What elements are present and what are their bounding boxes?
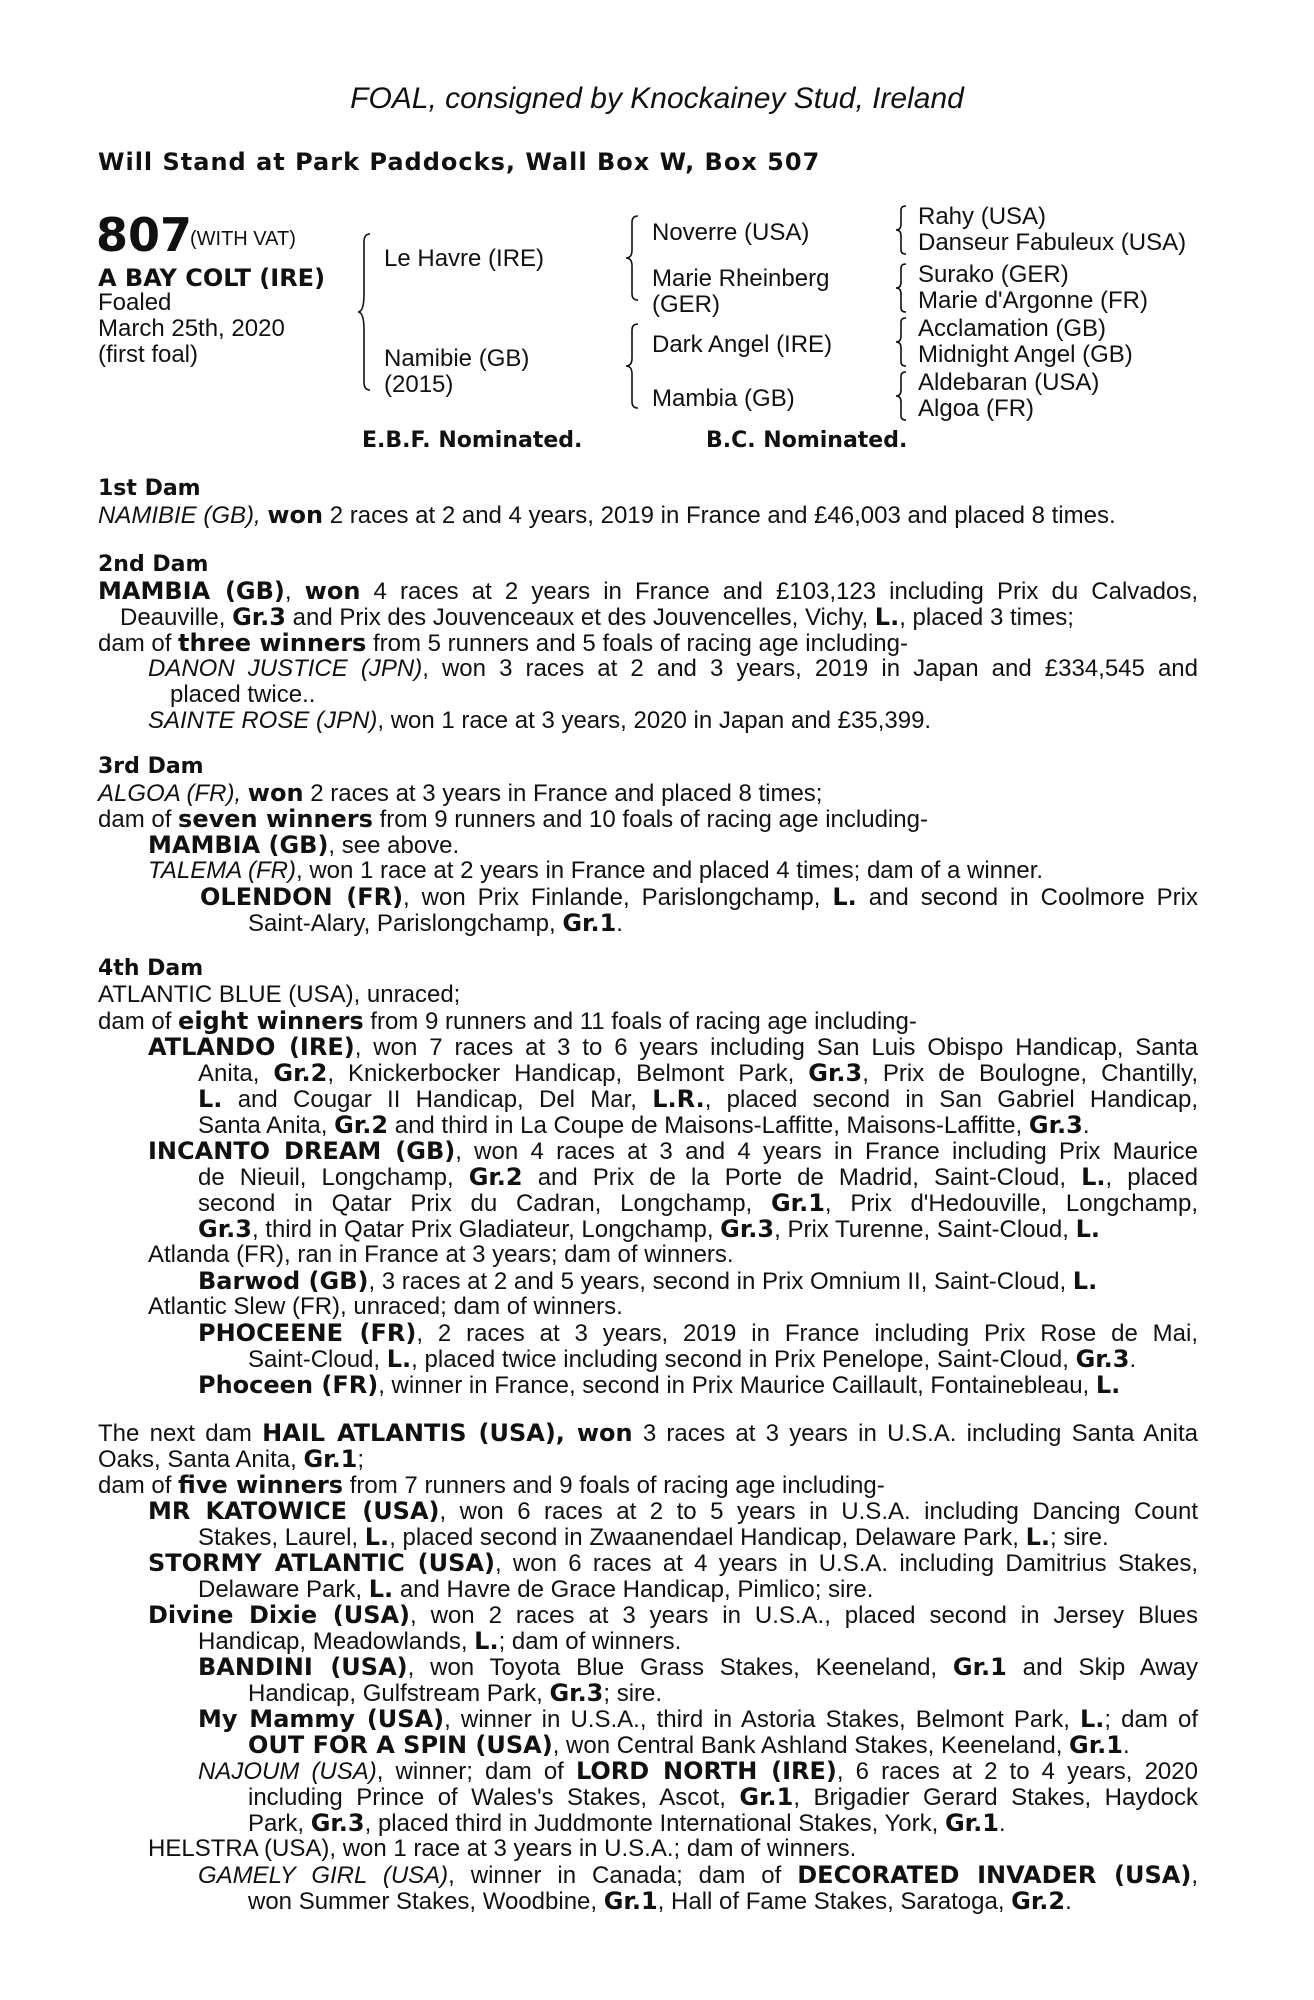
text: , Prix d'Hedouville, Longchamp, bbox=[824, 1190, 1198, 1217]
text: 3 races at 3 years in U.S.A. including Santa Anita bbox=[632, 1420, 1198, 1447]
dam-sire: Dark Angel (IRE) bbox=[652, 331, 833, 358]
second-dam-line-3 bbox=[98, 630, 1198, 657]
location-line: Will Stand at Park Paddocks, Wall Box W, Box 507 bbox=[98, 148, 821, 176]
text: , bbox=[284, 578, 305, 605]
bc-nominated: B.C. Nominated. bbox=[706, 428, 908, 453]
text: , placed bbox=[1105, 1164, 1199, 1191]
next-dam-line-5 bbox=[198, 1524, 1198, 1551]
text: , 3 races at 2 and 5 years, second in Prix Omnium II, Saint-Cloud, bbox=[368, 1268, 1073, 1295]
grade: Gr.1 bbox=[562, 909, 617, 937]
text: , won 7 races at 3 to 6 years including San Luis Obispo Handicap, Santa bbox=[354, 1034, 1198, 1061]
grade: Gr.1 bbox=[952, 1653, 1007, 1681]
text: . bbox=[616, 910, 623, 937]
text: , won 1 race at 2 years in France and placed 4 times; dam of a winner. bbox=[296, 857, 1044, 884]
next-dam-section bbox=[98, 1420, 1198, 1920]
ancestor-midnight-angel: Midnight Angel (GB) bbox=[918, 341, 1133, 368]
text: ; dam of bbox=[1104, 1706, 1198, 1733]
text: , won 3 races at 2 and 3 years, 2019 in Japan and £334,545 and bbox=[422, 655, 1199, 682]
next-dam-line-15 bbox=[248, 1784, 1198, 1811]
listed: L. bbox=[198, 1085, 223, 1113]
vat-note: (WITH VAT) bbox=[190, 228, 296, 250]
pedigree-bracket-sire bbox=[628, 214, 648, 304]
text: , placed twice including second in Prix Penelope, Saint-Cloud, bbox=[411, 1346, 1076, 1373]
next-dam-line-1 bbox=[98, 1420, 1198, 1447]
listed: L. bbox=[1095, 1371, 1121, 1399]
text: , Hall of Fame Stakes, Saratoga, bbox=[657, 1888, 1012, 1915]
sire-name: Le Havre (IRE) bbox=[384, 245, 545, 272]
listed-restricted: L.R. bbox=[652, 1085, 705, 1113]
text: Delaware Park, bbox=[198, 1576, 369, 1603]
text: Handicap, Meadowlands, bbox=[198, 1628, 475, 1655]
text: The next dam bbox=[98, 1420, 263, 1447]
grade: Gr.3 bbox=[549, 1679, 604, 1707]
text: , won Prix Finlande, Parislongchamp, bbox=[403, 884, 833, 911]
listed: L. bbox=[832, 883, 857, 911]
pedigree-bracket-g1 bbox=[896, 204, 912, 256]
third-dam-line-3 bbox=[148, 832, 1198, 859]
fourth-dam-line-9 bbox=[198, 1190, 1198, 1217]
fourth-dam-line-11: Atlanda (FR), ran in France at 3 years; dam of winners. bbox=[148, 1241, 734, 1268]
next-dam-line-12 bbox=[198, 1706, 1198, 1733]
ancestor-danseur-fabuleux: Danseur Fabuleux (USA) bbox=[918, 229, 1187, 256]
text: . bbox=[998, 1810, 1006, 1837]
next-dam-line-14 bbox=[198, 1758, 1198, 1785]
horse-name: OLENDON (FR) bbox=[200, 883, 404, 911]
text: 2 races at 3 years in France and placed 8 times; bbox=[303, 780, 823, 807]
third-dam-line-6 bbox=[248, 910, 1198, 937]
text: Stakes, Laurel, bbox=[198, 1524, 365, 1551]
text: , won 6 races at 4 years in U.S.A. including Damitrius Stakes, bbox=[494, 1550, 1199, 1577]
next-dam-line-9 bbox=[198, 1628, 1198, 1655]
text: ; sire. bbox=[1049, 1524, 1109, 1551]
fourth-dam-line-3 bbox=[148, 1034, 1198, 1061]
grade: Gr.3 bbox=[232, 603, 286, 631]
text: , placed 3 times; bbox=[899, 604, 1074, 631]
horse-name: Divine Dixie (USA) bbox=[148, 1601, 411, 1629]
fourth-dam-line-2 bbox=[98, 1008, 1198, 1035]
listed: L. bbox=[474, 1627, 499, 1655]
pedigree-bracket-g4 bbox=[896, 370, 912, 422]
next-dam-line-13 bbox=[248, 1732, 1198, 1759]
horse-name: NAJOUM (USA) bbox=[198, 1758, 377, 1785]
dam-dam: Mambia (GB) bbox=[652, 385, 795, 412]
next-dam-line-17: HELSTRA (USA), won 1 race at 3 years in U.S.A.; dam of winners. bbox=[148, 1835, 857, 1862]
next-dam-line-8 bbox=[148, 1602, 1198, 1629]
text: , won 6 races at 2 to 5 years in U.S.A. including Dancing Count bbox=[439, 1498, 1198, 1525]
text: from 9 runners and 10 foals of racing age including- bbox=[372, 806, 928, 833]
grade: Gr.1 bbox=[944, 1809, 999, 1837]
horse-name: DANON JUSTICE (JPN) bbox=[148, 655, 423, 682]
fourth-dam-line-15 bbox=[248, 1346, 1198, 1373]
winners-count: five winners bbox=[178, 1471, 344, 1499]
lot-number: 807 bbox=[96, 208, 193, 262]
grade: Gr.2 bbox=[273, 1059, 328, 1087]
next-dam-line-6 bbox=[148, 1550, 1198, 1577]
ancestor-surako: Surako (GER) bbox=[918, 261, 1069, 288]
fourth-dam-line-14 bbox=[198, 1320, 1198, 1347]
listed: L. bbox=[1075, 1215, 1101, 1243]
race-record: 4 races at 2 years in France and £103,123 including Prix du Calvados, bbox=[360, 578, 1199, 605]
consignment-title: FOAL, consigned by Knockainey Stud, Ireland bbox=[350, 82, 964, 115]
horse-name: MAMBIA (GB) bbox=[98, 577, 285, 605]
grade: Gr.1 bbox=[1069, 1731, 1123, 1759]
listed: L. bbox=[364, 1523, 390, 1551]
text: , Prix de Boulogne, Chantilly, bbox=[862, 1060, 1198, 1087]
text: , won 4 races at 3 and 4 years in France including Prix Maurice bbox=[455, 1138, 1198, 1165]
horse-name: OUT FOR A SPIN (USA) bbox=[248, 1731, 553, 1759]
listed: L. bbox=[386, 1345, 412, 1373]
text: , Prix Turenne, Saint-Cloud, bbox=[774, 1216, 1076, 1243]
text: , 2 races at 3 years, 2019 in France including Prix Rose de Mai, bbox=[416, 1320, 1198, 1347]
winners-count: eight winners bbox=[178, 1007, 364, 1035]
second-dam-line-4 bbox=[148, 656, 1198, 682]
horse-name: STORMY ATLANTIC (USA) bbox=[148, 1549, 495, 1577]
horse-name: MAMBIA (GB) bbox=[148, 831, 329, 859]
horse-name: MR KATOWICE (USA) bbox=[148, 1497, 440, 1525]
text: ; dam of winners. bbox=[498, 1628, 682, 1655]
next-dam-line-10 bbox=[198, 1654, 1198, 1681]
winners-count: three winners bbox=[178, 629, 367, 657]
text: won Summer Stakes, Woodbine, bbox=[248, 1888, 604, 1915]
text: , placed second in San Gabriel Handicap, bbox=[704, 1086, 1198, 1113]
text: Oaks, Santa Anita, bbox=[98, 1446, 304, 1473]
text: , placed third in Juddmonte International Stakes, York, bbox=[364, 1810, 945, 1837]
won-label: won bbox=[247, 779, 304, 807]
fourth-dam-line-13: Atlantic Slew (FR), unraced; dam of winners. bbox=[148, 1293, 623, 1320]
fourth-dam-line-12 bbox=[198, 1268, 1198, 1295]
text: and Prix de la Porte de Madrid, Saint-Cloud, bbox=[522, 1164, 1082, 1191]
text: , Brigadier Gerard Stakes, Haydock bbox=[793, 1784, 1199, 1811]
pedigree-bracket-dam bbox=[628, 322, 648, 412]
text: , winner; dam of bbox=[376, 1758, 576, 1785]
third-dam-line-4 bbox=[148, 858, 1198, 884]
horse-name: DECORATED INVADER (USA) bbox=[797, 1861, 1192, 1889]
grade: Gr.3 bbox=[310, 1809, 365, 1837]
text: from 7 runners and 9 foals of racing age including- bbox=[343, 1472, 885, 1499]
horse-name: HAIL ATLANTIS (USA), won bbox=[262, 1419, 633, 1447]
fourth-dam-line-10 bbox=[198, 1216, 1198, 1243]
horse-name: ATLANDO (IRE) bbox=[148, 1033, 355, 1061]
next-dam-line-16 bbox=[248, 1810, 1198, 1837]
grade: Gr.3 bbox=[720, 1215, 775, 1243]
listed: L. bbox=[1081, 1163, 1106, 1191]
text: and second in Coolmore Prix bbox=[856, 884, 1198, 911]
listed: L. bbox=[1025, 1523, 1050, 1551]
text: , winner in France, second in Prix Maurice Caillault, Fontainebleau, bbox=[378, 1372, 1096, 1399]
listed: L. bbox=[874, 603, 900, 631]
lot-title: A BAY COLT (IRE) bbox=[98, 264, 326, 292]
sire-dam-country: (GER) bbox=[652, 291, 720, 318]
fourth-dam-line-7 bbox=[148, 1138, 1198, 1165]
grade: Gr.3 bbox=[808, 1059, 863, 1087]
text: . bbox=[1122, 1732, 1130, 1759]
fourth-dam-heading: 4th Dam bbox=[98, 956, 204, 981]
second-dam-line-2 bbox=[120, 604, 1198, 631]
text: . bbox=[1129, 1346, 1137, 1373]
text: Anita, bbox=[198, 1060, 274, 1087]
second-dam-line-5: placed twice.. bbox=[170, 681, 316, 708]
winners-count: seven winners bbox=[178, 805, 373, 833]
text: Handicap, Gulfstream Park, bbox=[248, 1680, 550, 1707]
text: and Prix des Jouvenceaux et des Jouvencelles, Vichy, bbox=[286, 604, 875, 631]
ebf-nominated: E.B.F. Nominated. bbox=[362, 428, 583, 453]
text: from 9 runners and 11 foals of racing age including- bbox=[363, 1008, 917, 1035]
text: from 5 runners and 5 foals of racing age including- bbox=[366, 630, 908, 657]
grade: Gr.1 bbox=[739, 1783, 794, 1811]
fourth-dam-line-1: ATLANTIC BLUE (USA), unraced; bbox=[98, 981, 461, 1008]
text: Santa Anita, bbox=[198, 1112, 335, 1139]
horse-name: PHOCEENE (FR) bbox=[198, 1319, 417, 1347]
sire-dam: Marie Rheinberg bbox=[652, 265, 830, 292]
pedigree-bracket-main bbox=[360, 232, 380, 392]
text: , winner in U.S.A., third in Astoria Stakes, Belmont Park, bbox=[444, 1706, 1080, 1733]
dam-year: (2015) bbox=[384, 371, 454, 398]
second-dam-line-1 bbox=[98, 578, 1198, 605]
text: and Havre de Grace Handicap, Pimlico; sire. bbox=[393, 1576, 874, 1603]
grade: Gr.1 bbox=[770, 1189, 825, 1217]
grade: Gr.1 bbox=[303, 1445, 358, 1473]
horse-name: NAMIBIE (GB), bbox=[98, 502, 268, 529]
text: , winner in Canada; dam of bbox=[448, 1862, 798, 1889]
text: dam of bbox=[98, 1472, 179, 1499]
horse-name: LORD NORTH (IRE) bbox=[575, 1757, 837, 1785]
sire-sire: Noverre (USA) bbox=[652, 219, 810, 246]
text: Park, bbox=[248, 1810, 311, 1837]
grade: Gr.2 bbox=[468, 1163, 523, 1191]
text: including Prince of Wales's Stakes, Ascot, bbox=[248, 1784, 740, 1811]
text: ; bbox=[357, 1446, 365, 1473]
text: ; sire. bbox=[603, 1680, 663, 1707]
text: dam of bbox=[98, 1008, 179, 1035]
first-dam-section bbox=[98, 476, 1198, 536]
text: , 6 races at 2 to 4 years, 2020 bbox=[836, 1758, 1198, 1785]
next-dam-line-7 bbox=[198, 1576, 1198, 1603]
second-dam-section bbox=[98, 552, 1198, 742]
text: . bbox=[1082, 1112, 1090, 1139]
text: , won Central Bank Ashland Stakes, Keeneland, bbox=[552, 1732, 1070, 1759]
third-dam-line-1 bbox=[98, 780, 1198, 807]
first-dam-line bbox=[98, 502, 1198, 529]
text: , Knickerbocker Handicap, Belmont Park, bbox=[327, 1060, 809, 1087]
third-dam-line-2 bbox=[98, 806, 1198, 833]
won-label: won bbox=[267, 501, 324, 529]
horse-name: GAMELY GIRL (USA) bbox=[198, 1862, 449, 1889]
listed: L. bbox=[1072, 1267, 1098, 1295]
fourth-dam-section bbox=[98, 956, 1198, 1406]
fourth-dam-line-5 bbox=[198, 1086, 1198, 1113]
next-dam-line-19 bbox=[248, 1888, 1198, 1915]
text: and Skip Away bbox=[1006, 1654, 1199, 1681]
text: , placed second in Zwaanendael Handicap, Delaware Park, bbox=[389, 1524, 1026, 1551]
third-dam-line-5 bbox=[200, 884, 1198, 911]
fourth-dam-line-4 bbox=[198, 1060, 1198, 1087]
grade: Gr.1 bbox=[603, 1887, 658, 1915]
text: Saint-Cloud, bbox=[248, 1346, 387, 1373]
first-dam-heading: 1st Dam bbox=[98, 476, 201, 501]
horse-name: Phoceen (FR) bbox=[198, 1371, 379, 1399]
next-dam-line-2 bbox=[98, 1446, 1198, 1473]
horse-name: INCANTO DREAM (GB) bbox=[148, 1137, 456, 1165]
ancestor-acclamation: Acclamation (GB) bbox=[918, 315, 1107, 342]
grade: Gr.3 bbox=[1075, 1345, 1130, 1373]
text: second in Qatar Prix du Cadran, Longchamp, bbox=[198, 1190, 771, 1217]
won-label: won bbox=[304, 577, 361, 605]
dam-name: Namibie (GB) bbox=[384, 345, 530, 372]
horse-name: Barwod (GB) bbox=[198, 1267, 369, 1295]
fourth-dam-line-8 bbox=[198, 1164, 1198, 1191]
text: , won 1 race at 3 years, 2020 in Japan and £35,399. bbox=[377, 707, 932, 734]
second-dam-line-6 bbox=[148, 708, 1198, 734]
ancestor-aldebaran: Aldebaran (USA) bbox=[918, 369, 1100, 396]
text: , see above. bbox=[328, 832, 460, 859]
text: . bbox=[1065, 1888, 1072, 1915]
horse-name: ALGOA (FR), bbox=[98, 780, 248, 807]
grade: Gr.2 bbox=[334, 1111, 389, 1139]
text: , third in Qatar Prix Gladiateur, Longchamp, bbox=[251, 1216, 721, 1243]
pedigree-bracket-g2 bbox=[896, 262, 912, 314]
text: dam of bbox=[98, 630, 179, 657]
fourth-dam-line-16 bbox=[198, 1372, 1198, 1399]
foal-note: (first foal) bbox=[98, 341, 199, 368]
race-record: 2 races at 2 and 4 years, 2019 in France and £46,003 and placed 8 times. bbox=[323, 502, 1116, 529]
text: dam of bbox=[98, 806, 179, 833]
listed: L. bbox=[368, 1575, 394, 1603]
ancestor-marie-dargonne: Marie d'Argonne (FR) bbox=[918, 287, 1148, 314]
text: de Nieuil, Longchamp, bbox=[198, 1164, 469, 1191]
fourth-dam-line-6 bbox=[198, 1112, 1198, 1139]
text: and third in La Coupe de Maisons-Laffitte, Maisons-Laffitte, bbox=[388, 1112, 1029, 1139]
grade: Gr.3 bbox=[198, 1215, 252, 1243]
text: Deauville, bbox=[120, 604, 233, 631]
horse-name: TALEMA (FR) bbox=[148, 857, 296, 884]
grade: Gr.2 bbox=[1011, 1887, 1066, 1915]
next-dam-line-18 bbox=[198, 1862, 1198, 1889]
grade: Gr.3 bbox=[1028, 1111, 1083, 1139]
text: , won Toyota Blue Grass Stakes, Keeneland, bbox=[407, 1654, 953, 1681]
ancestor-rahy: Rahy (USA) bbox=[918, 203, 1047, 230]
third-dam-heading: 3rd Dam bbox=[98, 754, 204, 779]
foaled-label: Foaled bbox=[98, 289, 172, 316]
horse-name: BANDINI (USA) bbox=[198, 1653, 408, 1681]
third-dam-section bbox=[98, 754, 1198, 944]
ancestor-algoa: Algoa (FR) bbox=[918, 395, 1035, 422]
text: Saint-Alary, Parislongchamp, bbox=[248, 910, 563, 937]
next-dam-line-3 bbox=[98, 1472, 1198, 1499]
next-dam-line-4 bbox=[148, 1498, 1198, 1525]
text: , bbox=[1191, 1862, 1198, 1889]
listed: L. bbox=[1080, 1705, 1105, 1733]
next-dam-line-11 bbox=[248, 1680, 1198, 1707]
horse-name: My Mammy (USA) bbox=[198, 1705, 445, 1733]
horse-name: SAINTE ROSE (JPN) bbox=[148, 707, 378, 734]
text: , won 2 races at 3 years in U.S.A., placed second in Jersey Blues bbox=[410, 1602, 1199, 1629]
foaled-date: March 25th, 2020 bbox=[98, 315, 285, 342]
pedigree-bracket-g3 bbox=[896, 316, 912, 368]
text: and Cougar II Handicap, Del Mar, bbox=[222, 1086, 653, 1113]
second-dam-heading: 2nd Dam bbox=[98, 552, 209, 577]
